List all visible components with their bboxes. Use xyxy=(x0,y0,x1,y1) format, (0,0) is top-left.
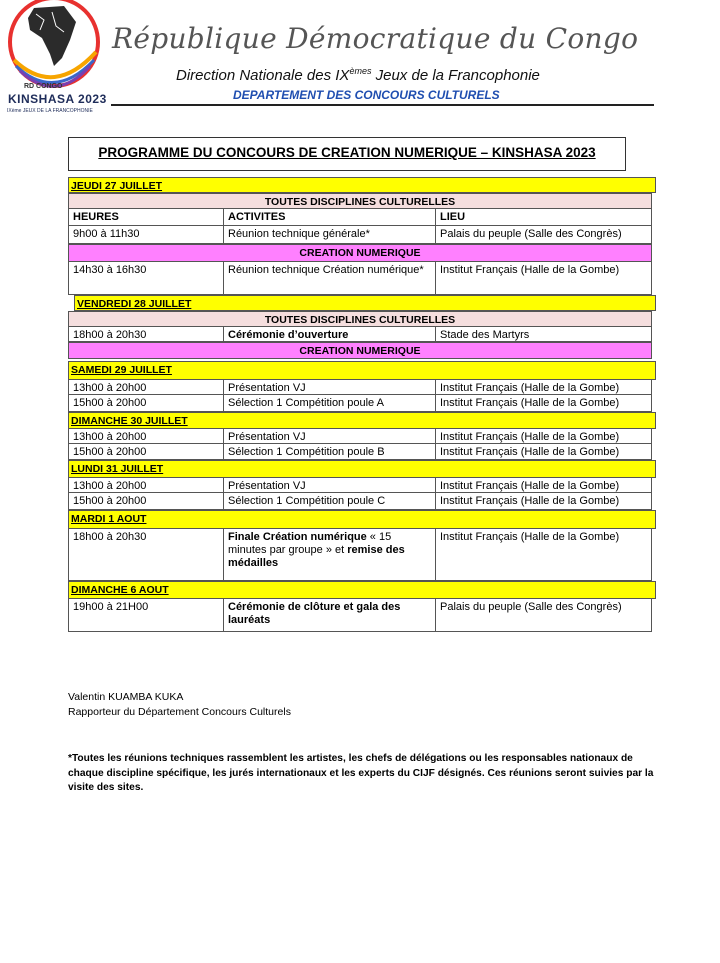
cell-activity: Sélection 1 Compétition poule A xyxy=(224,395,436,411)
cell-place: Institut Français (Halle de la Gombe) xyxy=(440,382,620,394)
header-divider xyxy=(111,104,654,106)
schedule-table xyxy=(68,177,652,632)
cell-place: Institut Français (Halle de la Gombe) xyxy=(440,397,620,409)
country-title: République Démocratique du Congo xyxy=(112,22,639,55)
cell-activity: Présentation VJ xyxy=(224,380,436,394)
cell-place: Institut Français (Halle de la Gombe) xyxy=(440,531,620,543)
cell-hours: 9h00 à 11h30 xyxy=(69,226,224,243)
day-band: LUNDI 31 JUILLET xyxy=(68,460,656,478)
cell-place: Palais du peuple (Salle des Congrès) xyxy=(440,228,622,240)
cell-activity: Finale Création numérique « 15 minutes par groupe » et remise des médailles xyxy=(224,529,436,580)
footnote: *Toutes les réunions techniques rassemblent les artistes, les chefs de délégations ou les responsables nationaux de chaque discipline spécifique, les jurés internationaux et les experts du CIJF désignés. Ces réunions seront suivies par la visite des sites. xyxy=(68,753,654,793)
table-row xyxy=(68,599,652,632)
table-row xyxy=(68,529,652,581)
logo-jeux: IXème JEUX DE LA FRANCOPHONIE xyxy=(7,108,93,114)
logo-kinshasa: KINSHASA 2023 xyxy=(8,92,107,106)
table-row xyxy=(68,226,652,244)
cell-hours: 13h00 à 20h00 xyxy=(69,429,224,443)
cell-hours: 15h00 à 20h00 xyxy=(69,444,224,459)
table-row xyxy=(68,262,652,295)
table-row xyxy=(68,493,652,510)
section-all-disciplines: TOUTES DISCIPLINES CULTURELLES xyxy=(68,193,652,209)
cell-hours: 13h00 à 20h00 xyxy=(69,380,224,394)
cell-activity: Cérémonie d’ouverture xyxy=(224,327,436,341)
department-title: DEPARTEMENT DES CONCOURS CULTURELS xyxy=(233,88,500,102)
day-band: DIMANCHE 30 JUILLET xyxy=(68,412,656,429)
cell-activity: Présentation VJ xyxy=(224,429,436,443)
program-title-box xyxy=(68,137,626,171)
cell-activity: Réunion technique générale* xyxy=(224,226,436,243)
cell-place: Palais du peuple (Salle des Congrès) xyxy=(440,601,622,613)
cell-activity: Sélection 1 Compétition poule C xyxy=(224,493,436,509)
cell-place: Institut Français (Halle de la Gombe) xyxy=(440,480,620,492)
signature-block xyxy=(68,690,291,720)
table-row xyxy=(68,395,652,412)
column-header-activities: ACTIVITES xyxy=(224,209,436,225)
cell-place: Institut Français (Halle de la Gombe) xyxy=(440,264,620,276)
cell-place: Institut Français (Halle de la Gombe) xyxy=(440,446,620,458)
cell-place: Institut Français (Halle de la Gombe) xyxy=(440,431,620,443)
day-band: MARDI 1 AOUT xyxy=(68,510,656,529)
table-header-row xyxy=(68,209,652,226)
table-row xyxy=(68,380,652,395)
cell-place: Stade des Martyrs xyxy=(440,329,530,341)
table-row xyxy=(68,429,652,444)
day-band: DIMANCHE 6 AOUT xyxy=(68,581,656,599)
cell-activity: Sélection 1 Compétition poule B xyxy=(224,444,436,459)
cell-hours: 18h00 à 20h30 xyxy=(69,529,224,580)
table-row xyxy=(68,478,652,493)
section-creation-numerique: CREATION NUMERIQUE xyxy=(68,244,652,262)
section-creation-numerique: CREATION NUMERIQUE xyxy=(68,342,652,359)
signature-role: Rapporteur du Département Concours Culturels xyxy=(68,706,291,718)
table-row xyxy=(68,327,652,342)
table-row xyxy=(68,444,652,460)
program-title: PROGRAMME DU CONCOURS DE CREATION NUMERIQUE – KINSHASA 2023 xyxy=(98,145,596,160)
cell-hours: 19h00 à 21H00 xyxy=(69,599,224,631)
cell-hours: 18h00 à 20h30 xyxy=(69,327,224,341)
cell-place: Institut Français (Halle de la Gombe) xyxy=(440,495,620,507)
cell-activity: Présentation VJ xyxy=(224,478,436,492)
cell-hours: 13h00 à 20h00 xyxy=(69,478,224,492)
cell-activity: Réunion technique Création numérique* xyxy=(224,262,436,294)
cell-hours: 15h00 à 20h00 xyxy=(69,493,224,509)
cell-hours: 14h30 à 16h30 xyxy=(69,262,224,294)
logo-rd-congo: RD CONGO xyxy=(24,83,63,90)
direction-subtitle: Direction Nationale des IXèmes Jeux de la Francophonie xyxy=(176,66,540,84)
day-band: SAMEDI 29 JUILLET xyxy=(68,361,656,380)
column-header-place: LIEU xyxy=(440,211,466,223)
column-header-hours: HEURES xyxy=(69,209,224,225)
day-band: VENDREDI 28 JUILLET xyxy=(74,295,656,311)
day-band: JEUDI 27 JUILLET xyxy=(68,177,656,193)
cell-activity: Cérémonie de clôture et gala des lauréats xyxy=(224,599,436,631)
signature-name: Valentin KUAMBA KUKA xyxy=(68,691,184,703)
section-all-disciplines: TOUTES DISCIPLINES CULTURELLES xyxy=(68,311,652,327)
cell-hours: 15h00 à 20h00 xyxy=(69,395,224,411)
